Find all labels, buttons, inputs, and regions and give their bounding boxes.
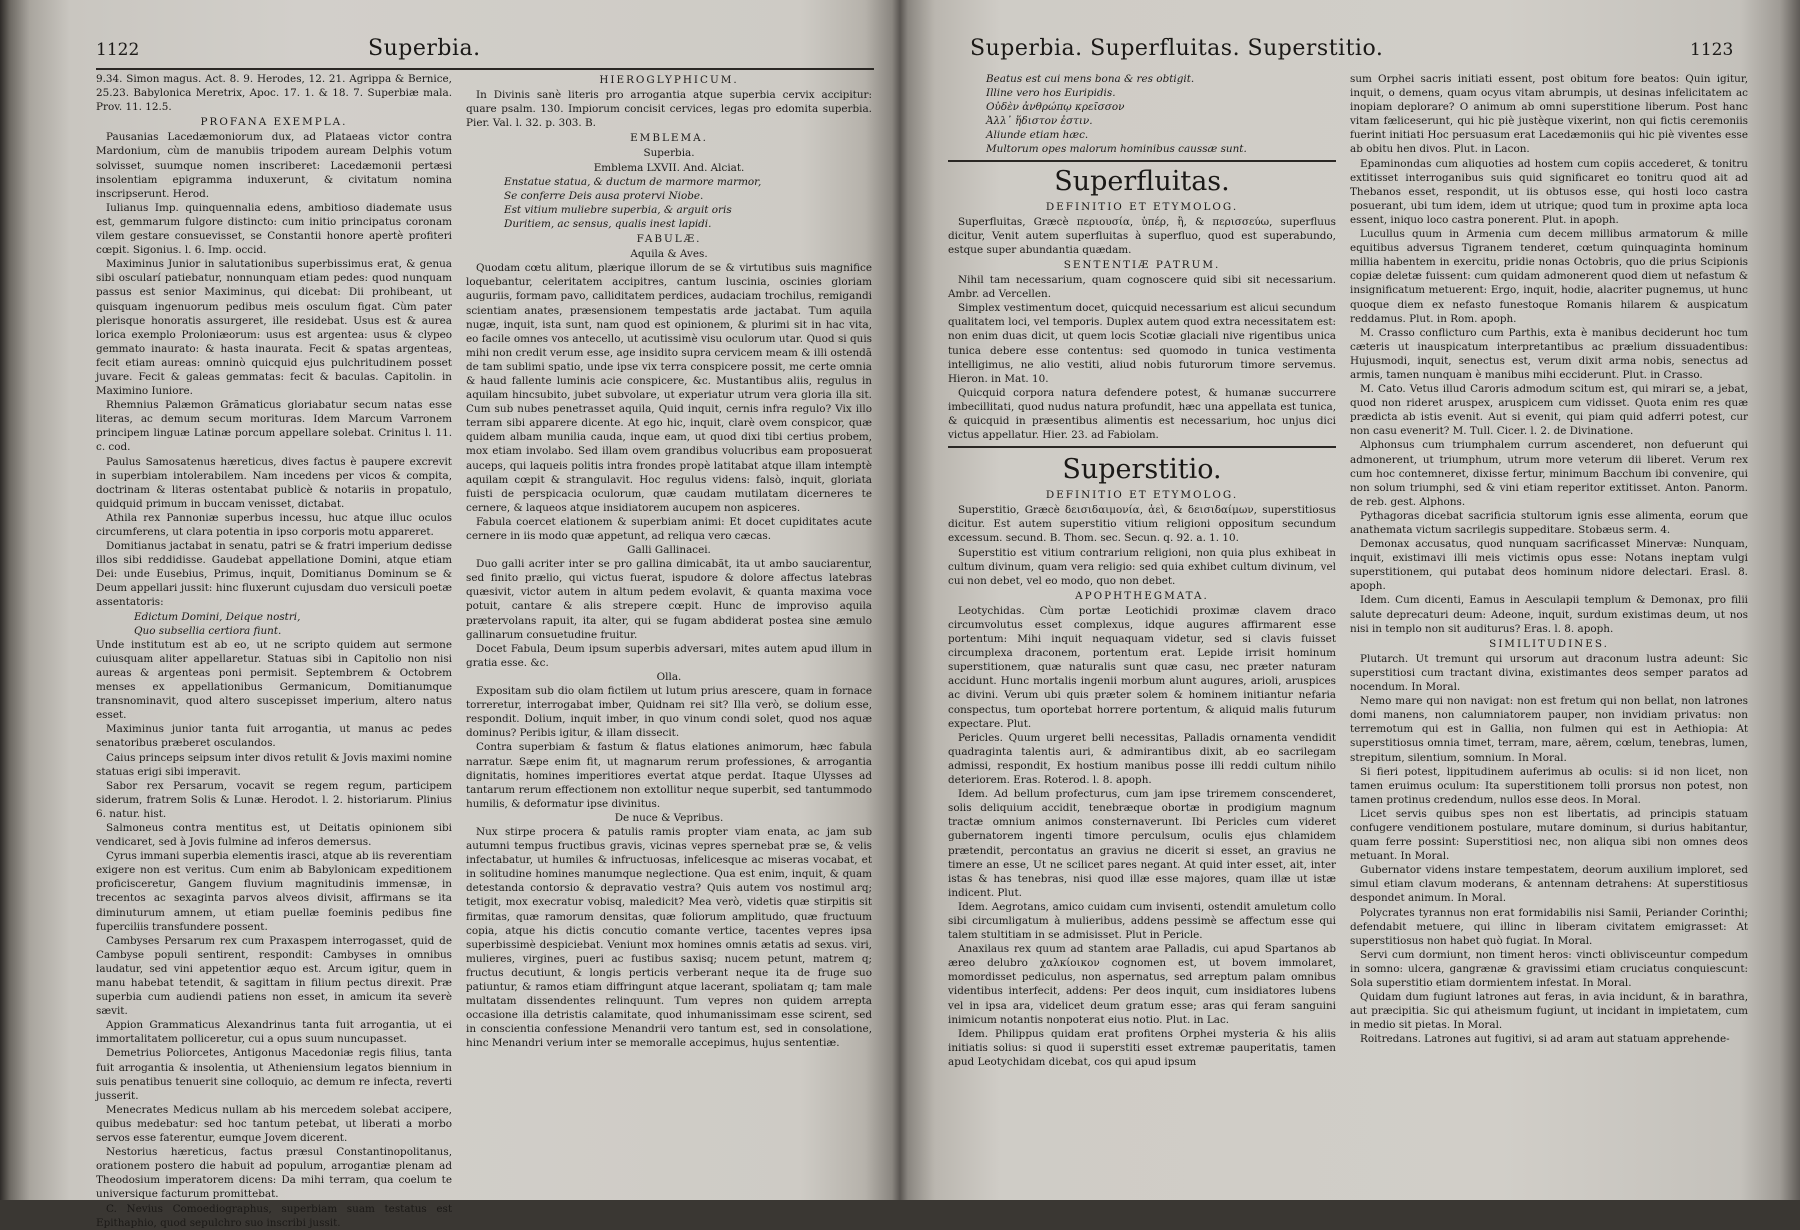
fable-title: De nuce & Vepribus. <box>614 811 724 824</box>
running-head-right: Superbia. Superfluitas. Superstitio. <box>970 36 1384 61</box>
verse-line: Ἀλλ᾽ ἥδιστον ἐστιν. <box>986 115 1093 128</box>
section-title: Superstitio. <box>1062 454 1222 486</box>
text-paragraph: Demetrius Poliorcetes, Antigonus Macedoniæ regis filius, tanta fuit arrogantia & insolentia, ut Atheniensium legatos biennium in suis penatibus tenuerit sine colloquio, ac demum re infecta, reverti jusserit. <box>96 1047 452 1102</box>
text-paragraph: Pericles. Quum urgeret belli necessitas, Palladis ornamenta vendidit quadraginta talentis auri, & admirantibus dixit, ab eo sacrilegam admissi, respondit, Ex hostium manibus posse illi reddi cultum nihilo deteriorem. Eras. Roterod. l. 8. apoph. <box>948 731 1336 787</box>
text-paragraph: Idem. Cum dicenti, Eamus in Aesculapii templum & Demonax, pro filii salute deprecaturi deum: Adeone, inquit, surdum existimas deum, ut nos nisi in templo non sit auditurus? Eras. l. 8. apoph. <box>1350 594 1748 635</box>
text-paragraph: Roitredans. Latrones aut fugitivi, si ad aram aut statuam apprehende- <box>1360 1033 1730 1046</box>
text-paragraph: Quodam cœtu alitum, plærique illorum de se & virtutibus suis magnifice loquebantur, celeritatem accipitres, cantum luscinia, oscinies gloriam auguriis, formam pavo, calliditatem perdices, audaciam trochilus, remigandi scientiam anates, præsensionem tempestatis arde jactabat. Tum aquila nugæ, inquit, ista sunt, nam quod est opinionem, & plurimi sit in hac vita, eo facile omnes vos antecello, ut acutissimè visu oculorum utar. Quod si quis mihi non credit verum esse, age insidito supra cervicem meam & illi ostendã de tam sublimi spatio, unde ipse vix terra conspicere possit, me certe omnia & haud fallente luminis acie conspicere, &c. Mustantibus aliis, regulus in aquilam hincsubito, jubet subvolare, ut experiatur utrum vera gloria illa sit. Cum sub nubes penetrasset aquila, Quid inquit, cernis infra regulo? Vix illo terram sibi apparere dicente. At ego hic, inquit, clarè ovem conspicor, quæ quidem albam munilia cauda, inque eam, ut quod dixi tibi certius probem, mox etiam involabo. Sed illam ovem grandibus volucribus eam proposuerat auceps, qui laqueis politis intra frondes propè latitabat atque illam intemptè aquilam cœpit & strangulavit. Hoc regulus videns: falsò, inquit, gloriata fuisti de perspicacia oculorum, quæ caudam mutilatam dicerneres te cernere, & laqueos atque insidiatorem aucupem non aspiceres. <box>466 262 872 514</box>
right-column-1 <box>948 72 1336 1182</box>
text-paragraph: Nihil tam necessarium, quam cognoscere quid sibi sit necessarium. Ambr. ad Vercellen. <box>948 274 1336 301</box>
emblem-reference: Emblema LXVII. And. Alciat. <box>593 161 745 174</box>
verse-line: Aliunde etiam hæc. <box>986 129 1089 142</box>
text-paragraph: Duo galli acriter inter se pro gallina dimicabãt, ita ut ambo sauciarentur, sed finito prælio, qui victus fuerat, ispudore & dolore affectus latebras quæsivit, victor autem in altum pedem evolavit, & quanta maxima voce potuit, cantare & alis strepere cœpit. Hunc de improviso aquila prætervolans rapuit, ita alter, qui se fugam abdiderat postea sine æmulo gallinarum consuetudine fruitur. <box>466 558 872 641</box>
page-number-left: 1122 <box>96 40 140 60</box>
text-paragraph: Quidam dum fugiunt latrones aut feras, in avia incidunt, & in barathra, aut præcipitia. Sic qui atheismum fugiunt, ut incidant in impietatem, cum in medio sit pietas. In Moral. <box>1350 991 1748 1032</box>
left-page <box>0 0 890 1229</box>
left-column-2 <box>466 72 872 1182</box>
text-paragraph: Docet Fabula, Deum ipsum superbis adversari, mites autem apud illum in gratia esse. &c. <box>466 642 872 669</box>
text-paragraph: Idem. Philippus quidam erat profitens Orphei mysteria & his aliis initiatis solius: si quod ii superstiti esset extremæ pauperitatis, tamen apud Leotychidam dicebat, cos qui apud ipsum <box>948 1027 1336 1068</box>
left-column-1 <box>96 72 452 1229</box>
text-paragraph: Plutarch. Ut tremunt qui ursorum aut draconum lustra adeunt: Sic superstitiosi cum tractant divina, existimantes deos semper paratos ad nocendum. In Moral. <box>1350 652 1748 694</box>
section-heading: APOPHTHEGMATA. <box>1075 589 1209 602</box>
running-head-left: Superbia. <box>368 36 481 61</box>
verse-line: Illine vero hos Euripidis. <box>986 87 1116 100</box>
right-page <box>910 0 1800 1200</box>
head-rule-left <box>96 68 874 70</box>
emblem-title: Superbia. <box>643 147 695 160</box>
text-paragraph: Superfluitas, Græcè περιουσία, ὑπέρ, ἢ, & περισσεύω, superfluus dicitur, Venit autem superfluitas à superfluo, quod est superabundo, estque super abundantia quædam. <box>948 215 1336 256</box>
text-paragraph: Idem. Aegrotans, amico cuidam cum invisenti, ostendit amuletum collo sibi circumligatum à mulieribus, addens pessimè se affectum esse qui talem stultitiam in se admisisset. Plut in Pericle. <box>948 900 1336 942</box>
section-heading: EMBLEMA. <box>630 132 708 145</box>
fable-title: Olla. <box>656 670 682 683</box>
text-paragraph: M. Crasso conflicturo cum Parthis, exta è manibus deciderunt hoc tum cæteris ut inauspicatum interpretantibus ac prælium dissuadentibus: Hujusmodi, inquit, senectus est, verum dixit arma nobis, senectus ad armis, tamen nunquam è manibus mihi ecciderunt. Plut. in Crasso. <box>1350 326 1748 381</box>
section-heading: FABULÆ. <box>636 233 702 246</box>
text-paragraph: Athila rex Pannoniæ superbus incessu, huc atque illuc oculos circumferens, ut clara potentia in ipso corporis motu appareret. <box>96 511 452 538</box>
text-paragraph: Lucullus quum in Armenia cum decem millibus armatorum & mille equitibus adversus Tigranem tenderet, cœtum quinquaginta hominum millia habentem in exercitu, pridie nonas Octobris, quo die prius Scipionis copiæ deletæ fuissent: cum quidam admonerent quod diem ut nefastum & insignificatum metuerent: Ergo, inquit, hodie, alacriter pugnemus, ut hunc quoque diem ex nefasto funestoque Romanis hilarem & auspicatum reddamus. Plut. in Rom. apoph. <box>1350 228 1748 325</box>
verse-line: Edictum Domini, Deique nostri, <box>134 610 301 623</box>
text-paragraph: Expositam sub dio olam fictilem ut lutum prius arescere, quam in fornace torreretur, interrogabat imber, Quidnam rei sit? Illa verò, se dolium esse, respondit. Dolium, inquit imber, in quo vinum condi solet, quod nos aquæ dominus? Peribis igitur, & illam dissecit. <box>466 685 872 740</box>
fable-title: Galli Gallinacei. <box>627 544 711 557</box>
section-rule <box>948 446 1336 448</box>
text-paragraph: Simplex vestimentum docet, quicquid necessarium est alicui secundum qualitatem loci, vel temporis. Duplex autem quod extra necessitatem est: non enim duas dicit, ut quem locis Scotiæ glaciali nive rigentibus unica tunica debere esse contentus: sed quomodo in tunica vestimenta intelligimus, ne alio vestiti, aliud nobis futurorum timore servemus. Hieron. in Mat. 10. <box>948 302 1336 385</box>
text-paragraph: M. Cato. Vetus illud Caroris admodum scitum est, qui mirari se, a jebat, quod non rideret aruspex, aruspicem cum vidisset. Quota enim res quæ prædicta ab istis evenit. Aut si evenit, qui piam quid adferri potest, cur non casu evenerit? M. Tull. Cicer. l. 2. de Divinatione. <box>1350 383 1748 438</box>
text-paragraph: Caius princeps seipsum inter divos retulit & Jovis maximi nomine statuas erigi sibi imperavit. <box>96 751 452 778</box>
text-paragraph: Menecrates Medicus nullam ab his mercedem solebat accipere, quibus medebatur: sed hoc tantum petebat, ut liberati a morbo servos esse faterentur, eumque Jovem dicerent. <box>96 1103 452 1145</box>
text-paragraph: Sabor rex Persarum, vocavit se regem regum, participem siderum, fratrem Solis & Lunæ. Herodot. l. 2. historiarum. Plinius 6. natur. hist. <box>96 779 452 820</box>
page-number-right: 1123 <box>1690 40 1734 60</box>
text-paragraph: Si fieri potest, lippitudinem auferimus ab oculis: si id non licet, non tamen eruimus oculum: Ita superstitionem tolli prorsus non potest, non tamen protinus credendum, nullos esse deos. In Moral. <box>1350 765 1748 806</box>
verse-line: Quo subsellia certiora fiunt. <box>134 624 282 637</box>
section-heading: SENTENTIÆ PATRUM. <box>1063 258 1221 271</box>
text-paragraph: Cyrus immani superbia elementis irasci, atque ab iis reverentiam exigere non est veritus. Cum enim ab Babylonicam expeditionem proficisceretur, Gangem fluvium magnitudinis immensæ, in trecentos ac sexaginta parvos alveos divisit, affirmans se ita diminuturum amnem, ut etiam puellæ foeminis pedibus fine fuperciliis transfundere possent. <box>96 850 452 933</box>
text-paragraph: Leotychidas. Cùm portæ Leotichidi proximæ clavem draco circumvolutus esset complexus, idque augures affirmarent esse portentum: Mihi inquit nequaquam videtur, sed si clavis fuisset circumplexa draconem, portentum erat. Lepide irrisit hominum superstitionem, quæ naturalis sunt quæ casu, nec præter naturam accidunt. Hunc mortalis ingenii morbum alunt augures, arioli, aruspices ac divini. Verum ubi quis præter solem & hominem initiantur nefaria conspectus, tum oportebat horrere portentum, & aliquid malis futurum expectare. Plut. <box>948 604 1336 730</box>
section-rule <box>948 160 1336 162</box>
text-paragraph: Maximinus junior tanta fuit arrogantia, ut manus ac pedes senatoribus præberet osculandos. <box>96 723 452 750</box>
verse-line: Est vitium muliebre superbia, & arguit oris <box>504 203 732 216</box>
text-paragraph: Maximinus Junior in salutationibus superbissimus erat, & genua sibi oscularí patiebatur, nonnunquam etiam pedes: quod nunquam passus est senior Maximinus, qui dicebat: Dii prohibeant, ut quisquam ingenuorum pedibus meis osculum figat. Cùm pater plerisque honoratis assurgeret, ille residebat. Usus est & aurea lorica exemplo Proloniæorum: usus est argentea: usus & clypeo gemmato inaurato: & hasta inaurata. Fecit & spatas argenteas, fecit etiam aureas: omninò quicquid ejus pulchritudinem posset juvare. Fecit & galeas gemmatas: fecit & baculas. Capitolin. in Maximino Iuniore. <box>96 258 452 398</box>
text-paragraph: Idem. Ad bellum profecturus, cum jam ipse triremem conscenderet, solis deliquium accidit, tenebræque obortæ in prodigium magnum tractæ omnium animos consternaverunt. Ibi Pericles cum videret gubernatorem ingenti timore perculsum, oculis ejus chlamidem prætendit, percontatus an gravius ne dicerit si esset, an gravius ne timere an esse, Ut ne scilicet pares negant. At quid inter esset, ait, inter istas & has tenebras, nisi quod illæ esse majores, quam illæ ut istæ indicent. Plut. <box>948 788 1336 899</box>
section-heading: DEFINITIO ET ETYMOLOG. <box>1045 200 1239 213</box>
text-paragraph: In Divinis sanè literis pro arrogantia atque superbia cervix accipitur: quare psalm. 130. Impiorum concisit cervices, legas pro edomita superbia. Pier. Val. l. 32. p. 303. B. <box>466 89 872 130</box>
text-paragraph: 9.34. Simon magus. Act. 8. 9. Herodes, 12. 21. Agrippa & Bernice, 25.23. Babylonica Meretrix, Apoc. 17. 1. & 18. 7. Superbiæ mala. Prov. 11. 12.5. <box>96 73 452 114</box>
verse-line: Enstatue statua, & ductum de marmore marmor, <box>504 175 762 188</box>
text-paragraph: Nemo mare qui non navigat: non est fretum qui non bellat, non latrones domi manens, non calumniatorem pauper, non invidiam privatus: non terremotum qui est in Gallia, non fulmen qui est in Aethiopia: At superstitiosus omnia timet, terram, mare, aërem, cœlum, tenebras, lumen, strepitum, silentium, somnium. In Moral. <box>1350 695 1748 764</box>
text-paragraph: Pythagoras dicebat sacrificia stultorum ignis esse alimenta, eorum que anathemata victum sacrilegis suppeditare. Stobæus serm. 4. <box>1350 509 1748 536</box>
section-heading: SIMILITUDINES. <box>1489 637 1609 650</box>
text-paragraph: Anaxilaus rex quum ad stantem arae Palladis, cui apud Spartanos ab æreo delubro χαλκίοικον cognomen est, ut bovem immolaret, momordisset pediculus, non aspernatus, sed arreptum palam omnibus videntibus interfecit, addens: Per deos inquit, cum insidiatores lubens vel in ipsa ara, videlicet deum gratum esse; aras qui feram sanguini inimicum notantis nonpoterat eius notio. Plut. in Lac. <box>948 943 1336 1026</box>
text-paragraph: Pausanias Lacedæmoniorum dux, ad Plataeas victor contra Mardonium, cùm de manubiis tripodem auream Delphis votum solvisset, suumque nomen inscriberet: Lacedæmonii pertæsi insolentiam epigramma induxerunt, & civitatum nomina inscripserunt. Herod. <box>96 131 452 200</box>
text-paragraph: Contra superbiam & fastum & flatus elationes animorum, hæc fabula narratur. Sæpe enim fit, ut magnarum rerum professiones, & arrogantia dignitatis, homines imperitiores evertat atque perdat. Itaque Ulysses ad tantarum rerum effectionem non extollitur neque superbit, sed tantummodo humilis, & deformatur ipse divinitus. <box>466 741 872 810</box>
text-paragraph: Nestorius hæreticus, factus præsul Constantinopolitanus, orationem postero die habuit ad populum, arrogantiæ plenam ad Theodosium imperatorem dicens: Da mihi terram, qua coelum te universique facturum promittebat. <box>96 1146 452 1201</box>
text-paragraph: Demonax accusatus, quod nunquam sacrificasset Minervæ: Nunquam, inquit, existimavi illi meis victimis opus esse: Notans ineptam vulgi superstitionem, qui putabat deos hominum nidore delectari. Erasl. 8. apoph. <box>1350 538 1748 593</box>
text-paragraph: Quicquid corpora natura defendere potest, & humanæ succurrere imbecillitati, quod nudus natura profundit, hæc una appellata est tunica, & quicquid in præsentibus alimentis est necessarium, hoc unjus dici victus appellatur. Hier. 23. ad Fabiolam. <box>948 386 1336 442</box>
text-paragraph: Appion Grammaticus Alexandrinus tanta fuit arrogantia, ut ei immortalitatem polliceretur, cui a opus suum nuncupasset. <box>96 1019 452 1046</box>
verse-line: Se conferre Deis ausa protervi Niobe. <box>504 189 704 202</box>
text-paragraph: Iulianus Imp. quinquennalia edens, ambitioso diademate usus est, gemmarum fulgore distincto: cum initio principatus coronam vilem gestare consuevisset, se Constantii honore apertè profiteri cœpit. Sigonius. l. 6. Imp. occid. <box>96 201 452 257</box>
text-paragraph: Gubernator videns instare tempestatem, deorum auxilium imploret, sed simul etiam clavum moderans, & antennam detrahens: At superstitiosus despondet animum. In Moral. <box>1350 864 1748 905</box>
text-paragraph: Polycrates tyrannus non erat formidabilis nisi Samii, Periander Corinthi; defendabit metuere, qui illinc in liberam civitatem emigrasset: At superstitiosus non habet quò fugiat. In Moral. <box>1350 906 1748 947</box>
verse-line: Οὐδὲν ἀνθρώπῳ κρεῖσσον <box>986 101 1125 114</box>
text-paragraph: Nux stirpe procera & patulis ramis propter viam enata, ac jam sub autumni tempus fructibus gravis, vicinas vepres spernebat præ se, & velis infectabatur, ut humiles & infructuosas, infelicesque ac miseras vocabat, et in solitudine homines manumque neglectione. Qua est enim, inquit, & quam detestanda contorsio & depravatio vestra? Quis autem vos nostimul arq; tetigit, mox execratur vobisq, maledicit? Mea verò, videtis quæ stirpitis sit firmitas, quæ ramorum densitas, quæ foliorum amplitudo, quæ fructuum copia, atque his dictis concutio comante vertice, tacentes vepres ipsa superbissimè despiciebat. Veniunt mox homines omnis ætatis ad sexus. viri, mulieres, virgines, pueri ac fustibus saxisq; nucem petunt, matrem q; fructus decutiunt, & longis perticis verberant neque ita de fruge suo patiuntur, & ramos etiam diffringunt atque lacerant, spoliatam q; tam male multatam dissendentes relinquunt. Tum vepres non quidem arrepta occasione illa detristis calamitate, quod inhumanissimam esse scirent, sed in conscientia confessione Menandrii vero tantum est, sed in consolatione, hinc Menandri verium inter se memoralle accepimus, hujus sententiæ. <box>466 825 872 1050</box>
text-paragraph: Unde institutum est ab eo, ut ne scripto quidem aut sermone cuiusquam aliter appellaretur. Statuas sibi in Capitolio non nisi aureas & argenteas poni permisit. Septembrem & Octobrem menses ex appellationibus Germanicum, Domitianumque transnominavit, quod altero suscepisset imperium, altero natus esset. <box>96 638 452 722</box>
text-paragraph: Superstitio, Græcè δεισιδαιμονία, ἀεὶ, & δεισιδαίμων, superstitiosus dicitur. Est autem superstitio vitium religioni oppositum secundum excessum. secund. B. Thom. sec. Secun. q. 92. a. 1. 10. <box>948 504 1336 545</box>
text-paragraph: Paulus Samosatenus hæreticus, dives factus è paupere excrevit in superbiam intolerabilem. Nam incedens per vicos & compita, doctrinam & literas ostentabat publicè & notariis in propatulo, quidquid primum in buccam venisset, dictabat. <box>96 455 452 510</box>
text-paragraph: C. Nevius Comoediographus, superbiam suam testatus est Epithaphio, quod sepulchro suo inscribi jussit. <box>96 1202 452 1229</box>
verse-line: Multorum opes malorum hominibus caussæ sunt. <box>986 143 1247 156</box>
verse-line: Duritiem, ac sensus, qualis inest lapidi. <box>504 217 712 230</box>
text-paragraph: Epaminondas cum aliquoties ad hostem cum copiis accederet, & tonitru extitisset interroganibus suis quid significaret eo tonitru quod ait ad Thebanos esset, respondit, ut iis obtusos esse, qui hosti loco castra posuerant, ubi tum idem, idem ut utrique; quod tum in proxime apta loca essent, iniquo loco castra ponerent. Plut. in apoph. <box>1350 157 1748 226</box>
text-paragraph: Servi cum dormiunt, non timent heros: vincti oblivisceuntur compedum in somno: ulcera, gangrænæ & gravissimi etiam cruciatus conquiescunt: Sola superstitio etiam dormientem infestat. In Moral. <box>1350 948 1748 989</box>
section-heading: DEFINITIO ET ETYMOLOG. <box>1045 489 1239 502</box>
text-paragraph: sum Orphei sacris initiati essent, post obitum fore beatos: Quin igitur, inquit, o demens, quam ocyus vitam abrumpis, ut desinas infelicitatem ac inopiam deplorare? O animum ab omni superstitione liberum. Post hanc vitam fæliceserunt, qui hic piè justèque vixerint, non qui fictis ceremoniis fuerint initiati Hoc persuasum erat Lacedæmoniis qui hic piè viventes esse ab obitu hen divos. Plut. in Lacon. <box>1350 73 1748 156</box>
text-paragraph: Salmoneus contra mentitus est, ut Deitatis opinionem sibi vendicaret, sed à Jovis fulmine ad inferos demersus. <box>96 821 452 849</box>
verse-line: Beatus est cui mens bona & res obtigit. <box>986 73 1195 85</box>
text-paragraph: Licet servis quibus spes non est libertatis, ad principis statuam confugere venditionem postulare, mutare dominum, si durius habitantur, quam ferre possint: Superstitiosi nec, non aliqua sibi non omnes deos metuant. In Moral. <box>1350 807 1748 863</box>
text-paragraph: Alphonsus cum triumphalem currum ascenderet, non defuerunt qui admonerent, ut triumphum, utrum more veterum dii liberet. Verum rex cum hoc contemneret, dixisse fertur, minimum Bacchum ibi convenire, qui non solum triumphi, sed & vini etiam reperitor extitisset. Anton. Panorm. de reb. gest. Alphons. <box>1350 439 1748 508</box>
text-paragraph: Superstitio est vitium contrarium religioni, non quia plus exhibeat in cultum divinum, quam vera religio: sed quia exhibet cultum divinum, vel cui non debet, vel eo modo, quo non debet. <box>948 546 1336 587</box>
right-column-2 <box>1350 72 1748 1182</box>
text-paragraph: Fabula coercet elationem & superbiam animi: Et docet cupiditates acute cernere in iis modo quæ appetunt, ad reliqua vero cæcas. <box>466 515 872 542</box>
section-heading: HIEROGLYPHICUM. <box>599 74 739 86</box>
section-heading: PROFANA EXEMPLA. <box>200 116 348 129</box>
text-paragraph: Rhemnius Palæmon Grãmaticus gloriabatur secum natas esse literas, ac demum secum morituras. Idem Marcum Varronem principem linguæ Latinæ porcum appellare solebat. Crinitus l. 11. c. cod. <box>96 399 452 454</box>
fable-title: Aquila & Aves. <box>630 248 708 261</box>
section-title: Superfluitas. <box>1054 165 1230 197</box>
text-paragraph: Cambyses Persarum rex cum Praxaspem interrogasset, quid de Cambyse populi sentirent, respondit: Cambyses in omnibus laudatur, sed vini appetentior æquo est. Arcum igitur, quem in manu habebat tetendit, & sagittam in filium pectus direxit. Præ superbia cum audiendi patiens non esset, in amicum ita severè sævit. <box>96 934 452 1018</box>
text-paragraph: Domitianus jactabat in senatu, patri se & fratri imperium dedisse illos sibi reddidisse. Gaudebat appellatione Domini, atque etiam Dei: unde Eusebius, Primus, inquit, Domitianus Dominum se & Deum appellari jussit: hinc fluxerunt cujusdam duo versiculi poetæ assentatoris: <box>96 540 452 609</box>
